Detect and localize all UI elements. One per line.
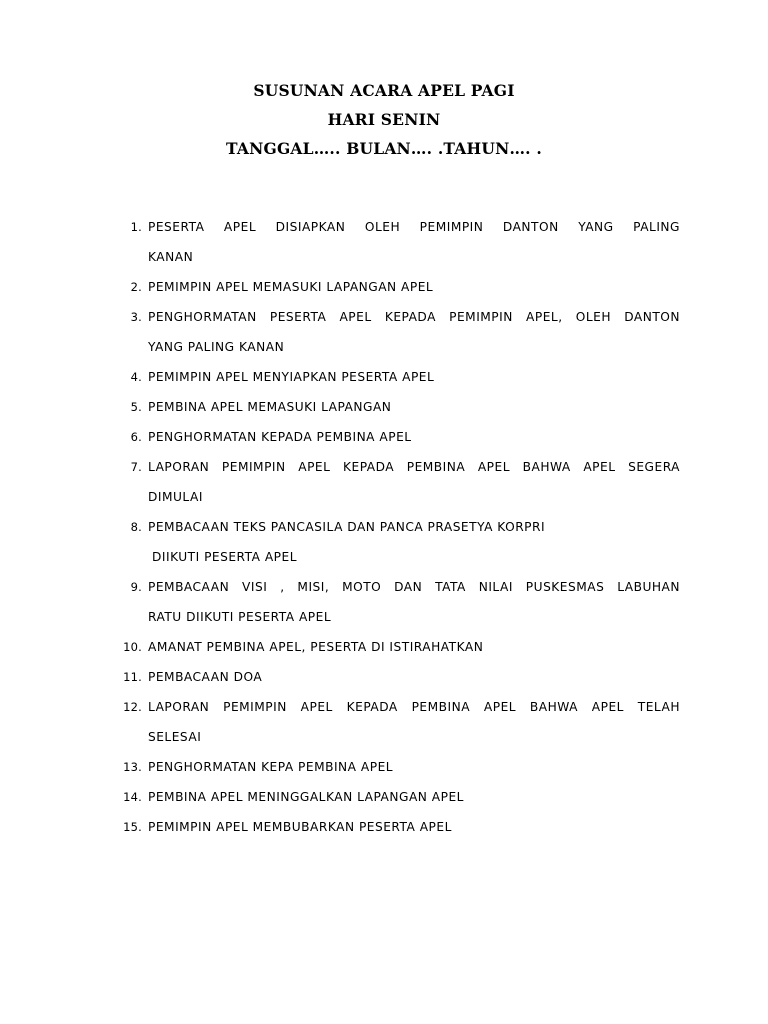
list-item: [110, 392, 680, 422]
item-number: 14.: [123, 790, 142, 804]
item-text: PEMBINA APEL MENINGGALKAN LAPANGAN APEL: [148, 790, 464, 804]
list-item: [110, 512, 680, 572]
item-text-continued: DIMULAI: [148, 490, 203, 504]
title-line-2: HARI SENIN: [327, 110, 441, 129]
item-text-continued: KANAN: [148, 250, 194, 264]
item-number: 5.: [130, 400, 142, 414]
item-number: 9.: [130, 580, 142, 594]
item-number: 4.: [130, 370, 142, 384]
item-text: PENGHORMATAN KEPA PEMBINA APEL: [148, 760, 394, 774]
list-item: [110, 692, 680, 752]
item-text: LAPORAN PEMIMPIN APEL KEPADA PEMBINA APEL BAHWA APEL TELAH: [148, 700, 680, 714]
item-text: PEMIMPIN APEL MEMASUKI LAPANGAN APEL: [148, 280, 434, 294]
list-item: [110, 572, 680, 632]
item-number: 10.: [123, 640, 142, 654]
list-item: [110, 452, 680, 512]
list-item: [110, 782, 680, 812]
agenda-list: [110, 212, 680, 842]
item-number: 12.: [123, 700, 142, 714]
list-item: [110, 422, 680, 452]
item-text: PENGHORMATAN KEPADA PEMBINA APEL: [148, 430, 412, 444]
document-title: [0, 76, 768, 163]
item-text: PEMBACAAN TEKS PANCASILA DAN PANCA PRASETYA KORPRI: [148, 520, 546, 534]
item-number: 2.: [130, 280, 142, 294]
item-text-continued: SELESAI: [148, 730, 202, 744]
item-text: PEMBACAAN DOA: [148, 670, 263, 684]
item-number: 7.: [130, 460, 142, 474]
item-number: 1.: [130, 220, 142, 234]
item-number: 6.: [130, 430, 142, 444]
title-line-3: TANGGAL….. BULAN…. .TAHUN…. .: [226, 139, 542, 158]
list-item: [110, 212, 680, 272]
list-item: [110, 752, 680, 782]
item-number: 13.: [123, 760, 142, 774]
list-item: [110, 812, 680, 842]
item-text-continued: YANG PALING KANAN: [148, 340, 285, 354]
item-number: 15.: [123, 820, 142, 834]
item-text: PEMIMPIN APEL MENYIAPKAN PESERTA APEL: [148, 370, 435, 384]
item-text: PEMBACAAN VISI , MISI, MOTO DAN TATA NILAI PUSKESMAS LABUHAN: [148, 580, 680, 594]
item-number: 11.: [123, 670, 142, 684]
item-number: 3.: [130, 310, 142, 324]
list-item: [110, 272, 680, 302]
item-text: PEMIMPIN APEL MEMBUBARKAN PESERTA APEL: [148, 820, 452, 834]
list-item: [110, 662, 680, 692]
item-text: PESERTA APEL DISIAPKAN OLEH PEMIMPIN DANTON YANG PALING: [148, 220, 680, 234]
item-number: 8.: [130, 520, 142, 534]
item-text: AMANAT PEMBINA APEL, PESERTA DI ISTIRAHATKAN: [148, 640, 484, 654]
list-item: [110, 302, 680, 362]
list-item: [110, 632, 680, 662]
title-line-1: SUSUNAN ACARA APEL PAGI: [253, 81, 515, 100]
item-text-continued: RATU DIIKUTI PESERTA APEL: [148, 610, 332, 624]
item-text: PENGHORMATAN PESERTA APEL KEPADA PEMIMPIN APEL, OLEH DANTON: [148, 310, 680, 324]
item-text: PEMBINA APEL MEMASUKI LAPANGAN: [148, 400, 392, 414]
list-item: [110, 362, 680, 392]
item-text: LAPORAN PEMIMPIN APEL KEPADA PEMBINA APEL BAHWA APEL SEGERA: [148, 460, 680, 474]
item-text-continued: DIIKUTI PESERTA APEL: [152, 550, 298, 564]
